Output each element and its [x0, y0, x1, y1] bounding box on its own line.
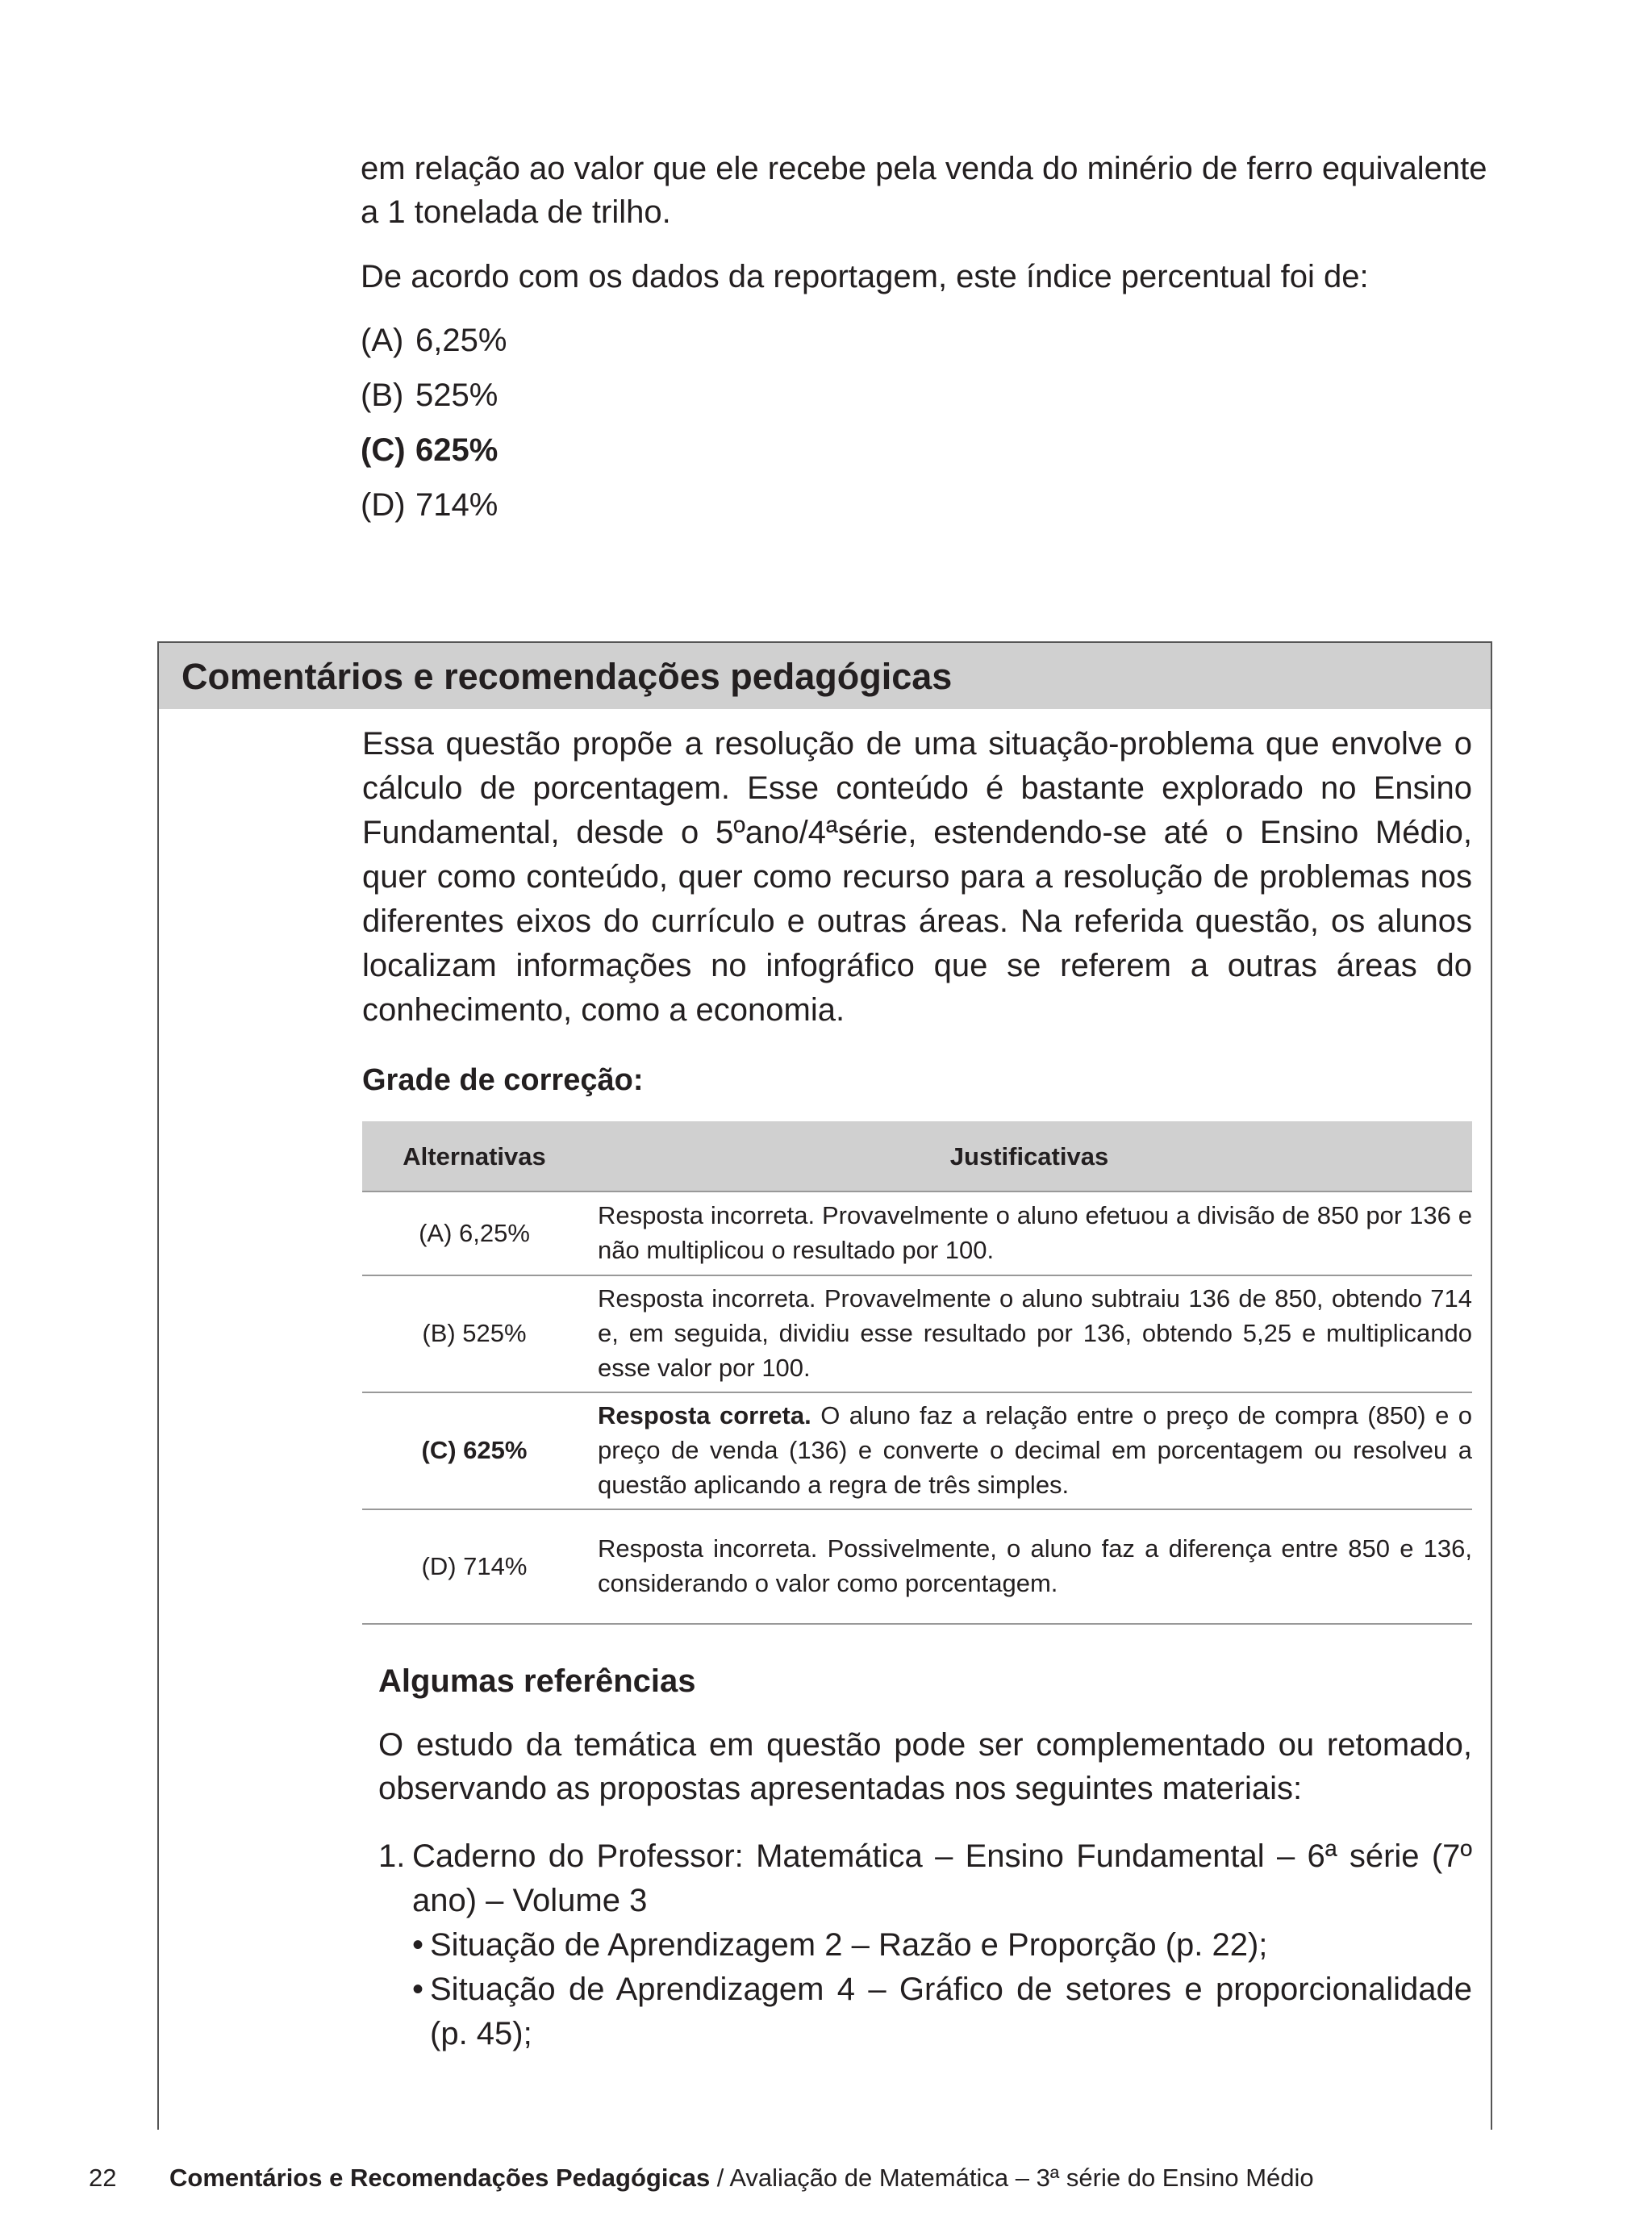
option-value: 714%	[415, 487, 499, 523]
table-row	[362, 1509, 1472, 1624]
question-continuation: em relação ao valor que ele recebe pela venda do minério de ferro equivalente a 1 tonelada de trilho.	[361, 151, 1487, 230]
pedagogical-comments-box	[157, 641, 1492, 2130]
correct-answer-prefix: Resposta correta.	[598, 1401, 811, 1429]
references-section	[378, 1660, 1472, 2056]
option-label: (B)	[361, 378, 404, 413]
alternative-cell: (C) 625%	[362, 1392, 586, 1509]
grade-title: Grade de correção:	[362, 1063, 644, 1097]
bullet-text: Situação de Aprendizagem 2 – Razão e Proporção (p. 22);	[430, 1927, 1268, 1963]
justification-cell	[586, 1509, 1472, 1624]
justification-cell	[586, 1392, 1472, 1509]
bullet-icon: •	[412, 1927, 424, 1963]
reference-bullet	[412, 1923, 1472, 1968]
box-body	[362, 722, 1472, 2056]
bullet-icon: •	[412, 1972, 424, 2007]
reference-number: 1.	[378, 1838, 406, 1874]
justifications-header: Justificativas	[586, 1121, 1472, 1191]
justification-cell	[586, 1191, 1472, 1275]
justification-cell	[586, 1275, 1472, 1392]
reference-content	[412, 1834, 1472, 2056]
reference-text: Caderno do Professor: Matemática – Ensino Fundamental – 6ª série (7º ano) – Volume 3	[412, 1838, 1472, 1918]
option-d	[361, 478, 1498, 532]
references-title: Algumas referências	[378, 1663, 696, 1699]
page-number: 22	[89, 2164, 117, 2192]
option-value: 6,25%	[415, 323, 507, 358]
comments-paragraph: Essa questão propõe a resolução de uma situação-problema que envolve o cálculo de porcentagem. Esse conteúdo é bastante explorado no Ensino Fundamental, desde o 5ºano/4ªsérie, estendendo-se até o Ensino Médio, quer como conteúdo, quer como recurso para a resolução de problemas nos diferentes eixos do currículo e outras áreas. Na referida questão, os alunos localizam informações no infográfico que se referem a outras áreas do conhecimento, como a economia.	[362, 726, 1472, 1028]
alternative-cell: (A) 6,25%	[362, 1191, 586, 1275]
option-c-correct	[361, 423, 1498, 478]
grading-table	[362, 1121, 1472, 1625]
box-header	[159, 643, 1491, 709]
justification-text: O aluno faz a relação entre o preço de compra (850) e o preço de venda (136) e converte o decimal em porcentagem ou resolveu a questão aplicando a regra de três simples.	[598, 1401, 1473, 1499]
alternatives-header: Alternativas	[362, 1121, 586, 1191]
justification-text: Resposta incorreta. Provavelmente o aluno subtraiu 136 de 850, obtendo 714 e, em seguida, dividiu esse resultado por 136, obtendo 5,25 e multiplicando esse valor por 100.	[598, 1284, 1472, 1382]
option-label: (D)	[361, 487, 406, 523]
question-section	[361, 147, 1498, 532]
option-label: (C)	[361, 432, 406, 468]
reference-bullet	[412, 1968, 1472, 2056]
answer-options	[361, 313, 1498, 532]
reference-item	[378, 1834, 1472, 2056]
table-row	[362, 1275, 1472, 1392]
option-label: (A)	[361, 323, 404, 358]
table-header-row	[362, 1121, 1472, 1191]
alternative-cell: (B) 525%	[362, 1275, 586, 1392]
justification-text: Resposta incorreta. Possivelmente, o aluno faz a diferença entre 850 e 136, considerando o valor como porcentagem.	[598, 1534, 1472, 1597]
option-a	[361, 313, 1498, 368]
table-row-correct	[362, 1392, 1472, 1509]
option-value: 525%	[415, 378, 499, 413]
footer-subtitle: / Avaliação de Matemática – 3ª série do Ensino Médio	[710, 2164, 1314, 2192]
bullet-text: Situação de Aprendizagem 4 – Gráfico de setores e proporcionalidade (p. 45);	[430, 1972, 1472, 2051]
footer-title: Comentários e Recomendações Pedagógicas	[169, 2164, 711, 2192]
alternative-cell: (D) 714%	[362, 1509, 586, 1624]
option-b	[361, 368, 1498, 423]
page-footer	[89, 2162, 1314, 2194]
box-title: Comentários e recomendações pedagógicas	[181, 656, 953, 697]
option-value: 625%	[415, 432, 499, 468]
justification-text: Resposta incorreta. Provavelmente o aluno efetuou a divisão de 850 por 136 e não multiplicou o resultado por 100.	[598, 1201, 1472, 1264]
table-row	[362, 1191, 1472, 1275]
question-prompt: De acordo com os dados da reportagem, este índice percentual foi de:	[361, 259, 1369, 294]
references-intro: O estudo da temática em questão pode ser complementado ou retomado, observando as propostas apresentadas nos seguintes materiais:	[378, 1727, 1472, 1806]
